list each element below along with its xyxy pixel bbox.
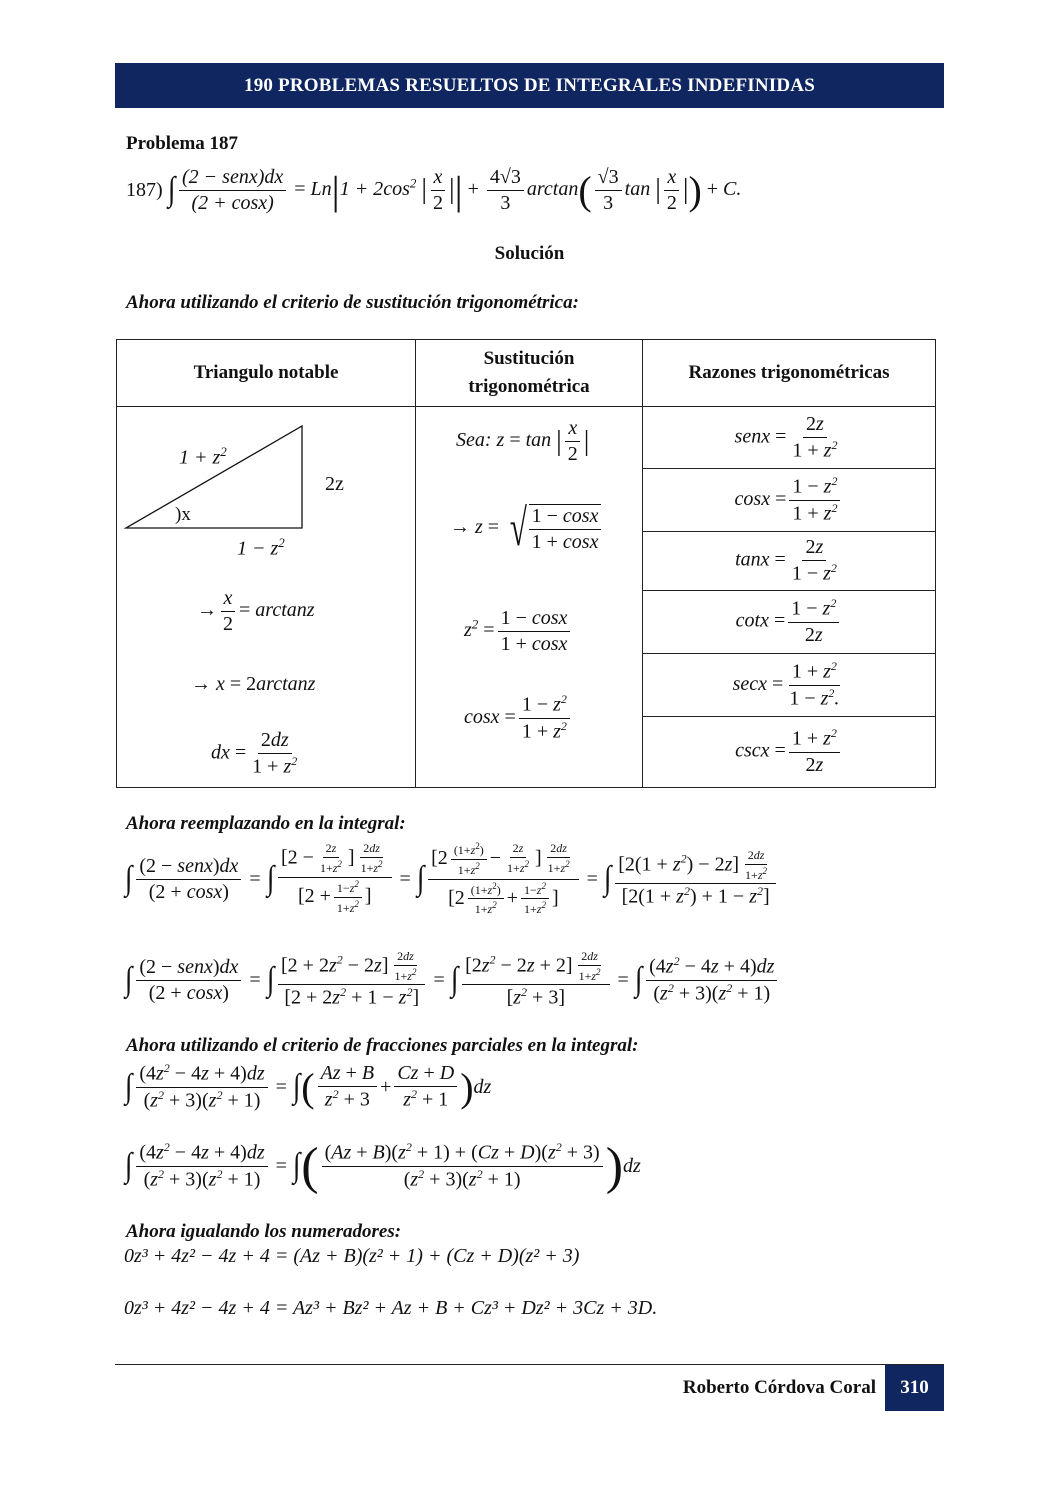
cosx-eq: cosx = $\frac{1 - z^2}{1 + z^2}$ (464, 693, 573, 743)
problem-statement: 187) ∫ $\frac{\text{(2 − senx)dx}}{(2 + \cos x)}$ = $Ln|1 + 2\cos^2$ | $\frac{x}{2}$ || + $\frac{4√3}{3}$ arctan( $\frac{√3}{3}$ tan | $\frac{x}{2}$ |) + C. (126, 165, 742, 214)
z-sqrt-eq: → z = √ $\frac{1 - \cos x}{1 + \cos x}$ (450, 499, 604, 558)
footer-author: Roberto Córdova Coral (682, 1377, 876, 1398)
substitution-cell (416, 407, 643, 788)
triangle-cell (117, 407, 416, 788)
header-triangle: Triangulo notable (117, 340, 416, 407)
ratio-senx: senx = $\frac{2z}{1 + z^2}$ (643, 407, 936, 469)
solution-label: Solución (494, 243, 565, 264)
dx-eq: dx = $\frac{2dz}{1 + z^2}$ (211, 729, 298, 778)
footer-divider (115, 1364, 944, 1365)
section-title-substitution: Ahora utilizando el criterio de sustitución trigonométrica: (126, 292, 579, 313)
replacement-line-1: ∫ $\frac{\text{(2 − senx)dx}}{(2 + \cos x)}$ = ∫ [2 − $\frac{2z}{1+z^2}$ ] $\frac{2dz}{1+z^2}$ [2 + $\frac{1-z^2}{1+z^2}$ ] = ∫ [2 $\frac{(1+z^2)}{1+z^2}$ − $\frac{2z}{1+z^2}$ ] $\frac{2dz}{1+z^2}$ [2 $\frac{(1+z^2)}{1+z^2}$ + $\frac{1-z^2}{1+z^2}$ ] = ∫ $[2(1 + z^2) - 2z]$ $\frac{2dz}{1+z^2}$ $[2(1 + z^2) + 1 - z^2]$ (124, 836, 779, 922)
header-substitution: Sustitución trigonométrica (416, 340, 643, 407)
triangle-diagram (117, 407, 415, 537)
equation-numerators-2: 0z³ + 4z² − 4z + 4 = Az³ + Bz² + Az + B + Cz³ + Dz² + 3Cz + 3D. (124, 1297, 658, 1319)
x-over-2-eq: → $\frac{x}{2}$ = arctanz (197, 587, 315, 635)
ratio-tanx: tanx = $\frac{2z}{1 - z^2}$ (643, 532, 936, 591)
triangle-adjacent: $1 - z^2$ (237, 535, 285, 560)
x-eq: → x = 2arctanz (191, 673, 316, 695)
ratio-cosx: cosx = $\frac{1 - z^2}{1 + z^2}$ (643, 469, 936, 532)
problem-heading: Problema 187 (126, 133, 239, 154)
partial-fractions-line-2: ∫ $\frac{(4z^2 - 4z + 4)dz}{(z^2 + 3)(z^2 + 1)}$ = ∫ ( $\frac{(Az + B)(z^2 + 1) + (Cz + D)(z^2 + 3)}{(z^2 + 3)(z^2 + 1)}$ ) dz (124, 1137, 641, 1195)
section-title-partial-fractions: Ahora utilizando el criterio de fracciones parciales en la integral: (126, 1035, 639, 1056)
ratio-secx: secx = $\frac{1 + z^2}{1 - z^2.}$ (643, 654, 936, 717)
ratio-cotx: cotx = $\frac{1 - z^2}{2z}$ (643, 591, 936, 654)
triangle-angle: )x (175, 504, 191, 525)
equation-numerators-1: 0z³ + 4z² − 4z + 4 = (Az + B)(z² + 1) + (Cz + D)(z² + 3) (124, 1245, 580, 1267)
z-squared-eq: $z^2$ = $\frac{1 - \cos x}{1 + \cos x}$ (464, 607, 573, 656)
section-title-replace: Ahora reemplazando en la integral: (126, 813, 406, 834)
page-number: 310 (885, 1365, 944, 1411)
ratio-cscx: cscx = $\frac{1 + z^2}{2z}$ (643, 717, 936, 788)
sea-z-eq: Sea: z = tan | $\frac{x}{2}$ | (456, 417, 590, 465)
replacement-line-2: ∫ $\frac{\text{(2 − senx)dx}}{(2 + \cos x)}$ = ∫ $[2 + 2z^2 - 2z]$ $\frac{2dz}{1+z^2}$ $[2 + 2z^2 + 1 - z^2]$ = ∫ $[2z^2 - 2z + 2]$ $\frac{2dz}{1+z^2}$ $[z^2 + 3]$ = ∫ $\frac{(4z^2 - 4z + 4)dz}{(z^2 + 3)(z^2 + 1)}$ (124, 944, 780, 1016)
triangle-opposite: 2z (325, 473, 344, 495)
page-header: 190 PROBLEMAS RESUELTOS DE INTEGRALES INDEFINIDAS (115, 63, 944, 108)
header-ratios: Razones trigonométricas (643, 340, 936, 407)
section-title-numerators: Ahora igualando los numeradores: (126, 1221, 402, 1242)
partial-fractions-line-1: ∫ $\frac{(4z^2 - 4z + 4)dz}{(z^2 + 3)(z^2 + 1)}$ = ∫ ( $\frac{Az + B}{z^2 + 3}$ + $\frac{Cz + D}{z^2 + 1}$ ) dz (124, 1060, 492, 1112)
substitution-table (116, 339, 936, 788)
triangle-hypotenuse: $1 + z^2$ (179, 444, 227, 469)
problem-number: 187) (126, 178, 163, 201)
